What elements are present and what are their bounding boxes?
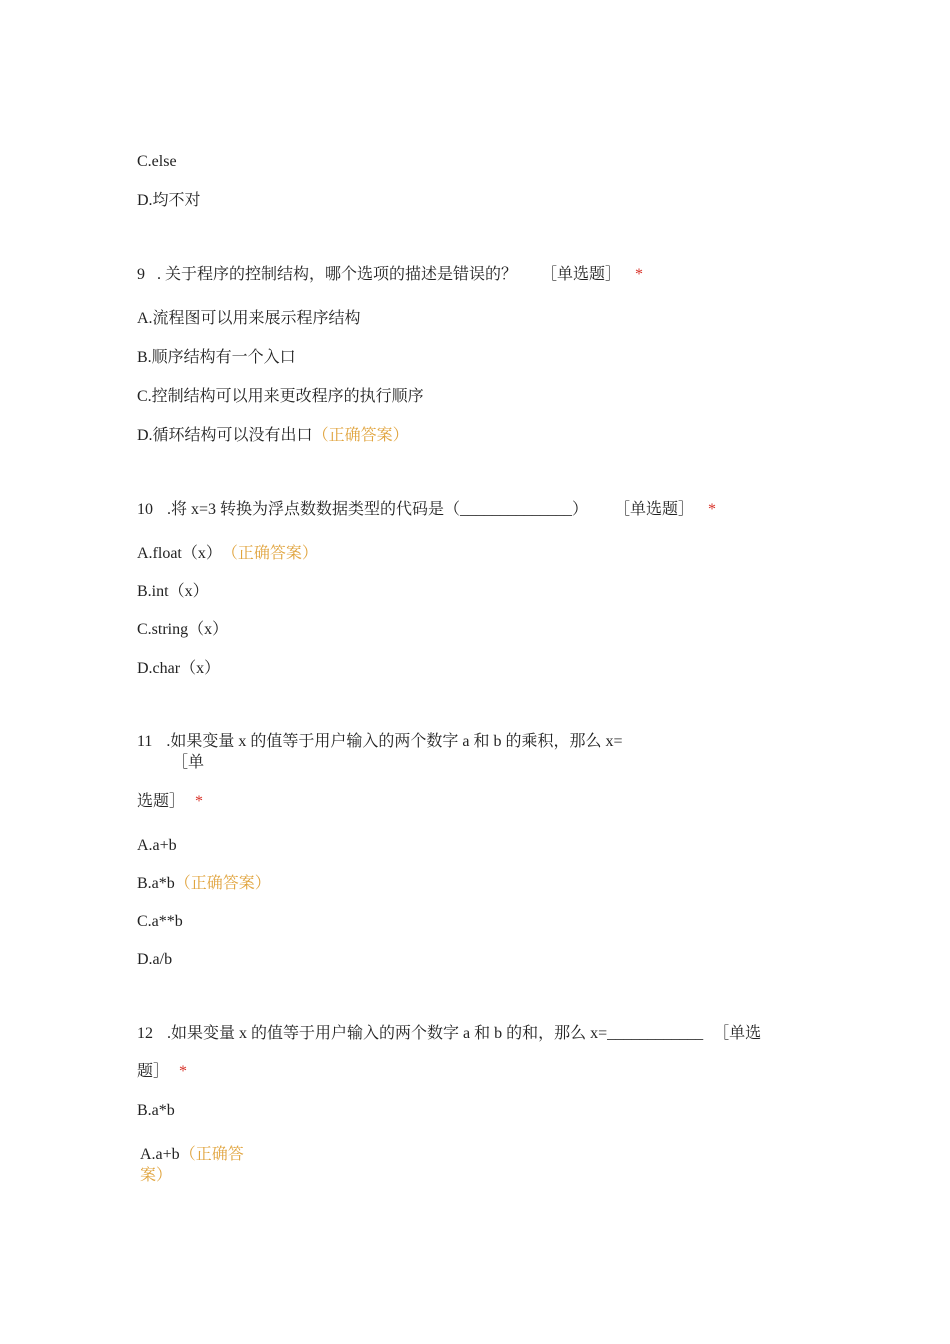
q11-option-d: D.a/b <box>137 951 173 968</box>
q11-option-a: A.a+b <box>137 837 177 854</box>
q11-question <box>137 732 623 752</box>
q9-option-c: C.控制结构可以用来更改程序的执行顺序 <box>137 388 424 405</box>
q12-type-tag-part2: 题］ <box>137 1063 170 1080</box>
q12-required-mark: * <box>179 1063 188 1080</box>
q10-option-d: D.char（x） <box>137 660 221 677</box>
q10-type-tag: ［单选题］ <box>614 501 695 518</box>
q12-option-b: B.a*b <box>137 1102 175 1119</box>
q11-number: 11 <box>137 733 153 750</box>
q12-option-a <box>140 1145 244 1165</box>
q10-required-mark: * <box>708 501 717 518</box>
q9-option-b: B.顺序结构有一个入口 <box>137 349 296 366</box>
q9-question <box>137 265 643 285</box>
q12-option-a-text: A.a+b <box>140 1146 180 1163</box>
q9-option-d-text: D.循环结构可以没有出口 <box>137 427 313 444</box>
q11-option-c: C.a**b <box>137 913 183 930</box>
q12-correct-answer-mark-part2: 案） <box>140 1167 173 1184</box>
q11-type-tag-part2: 选题］ <box>137 793 186 810</box>
q10-option-b: B.int（x） <box>137 583 209 600</box>
q12-text: .如果变量 x 的值等于用户输入的两个数字 a 和 b 的和，那么 x=____________ <box>167 1025 704 1042</box>
q11-text: .如果变量 x 的值等于用户输入的两个数字 a 和 b 的乘积，那么 x= <box>166 733 623 750</box>
q9-required-mark: * <box>635 266 644 283</box>
q10-question <box>137 500 716 520</box>
q11-option-b-text: B.a*b <box>137 875 175 892</box>
q10-option-a-text: A.float（x） <box>137 545 222 562</box>
q10-number: 10 <box>137 501 153 518</box>
q9-text: . 关于程序的控制结构，哪个选项的描述是错误的？ <box>157 266 518 283</box>
q10-correct-answer-mark: （正确答案） <box>229 545 318 562</box>
q12-correct-answer-mark-part1: （正确答 <box>179 1146 244 1163</box>
q9-option-d <box>137 426 409 446</box>
q12-type-line <box>137 1062 187 1082</box>
q8-option-c: C.else <box>137 153 177 170</box>
q11-type-line <box>137 792 203 812</box>
q11-required-mark: * <box>195 793 204 810</box>
q9-type-tag: ［单选题］ <box>541 266 622 283</box>
q10-option-c: C.string（x） <box>137 621 229 638</box>
q9-correct-answer-mark: （正确答案） <box>312 427 409 444</box>
q10-option-a <box>137 544 318 564</box>
q8-option-d: D.均不对 <box>137 192 201 209</box>
q11-correct-answer-mark: （正确答案） <box>174 875 271 892</box>
q12-question <box>137 1024 761 1044</box>
q9-number: 9 <box>137 266 145 283</box>
q10-text: .将 x=3 转换为浮点数数据类型的代码是（______________） <box>167 501 589 518</box>
q12-number: 12 <box>137 1025 153 1042</box>
q11-type-tag-part1: ［单 <box>172 754 205 771</box>
q9-option-a: A.流程图可以用来展示程序结构 <box>137 310 361 327</box>
q11-option-b <box>137 874 271 894</box>
q12-type-tag-part1: ［单选 <box>713 1025 762 1042</box>
